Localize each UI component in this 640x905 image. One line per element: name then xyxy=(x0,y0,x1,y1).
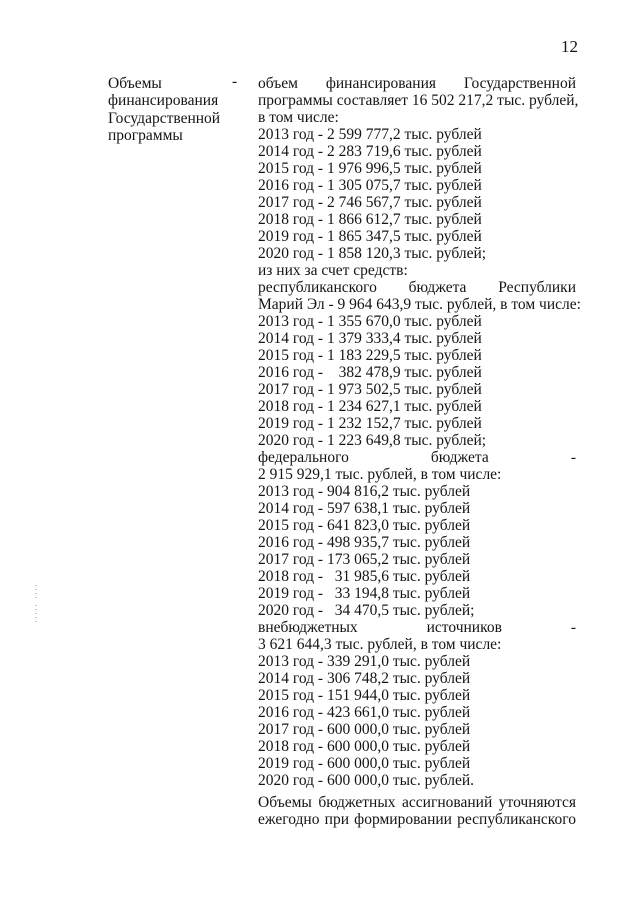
republic-year-row: 2016 год - 382 478,9 тыс. рублей xyxy=(258,364,482,381)
section-label-line: Объемы xyxy=(108,75,162,92)
extrabudget-heading-word: внебюджетных xyxy=(258,619,358,636)
total-year-row: 2016 год - 1 305 075,7 тыс. рублей xyxy=(258,177,482,194)
section-label-line: программы xyxy=(108,126,183,144)
extrabudget-year-row: 2013 год - 339 291,0 тыс. рублей xyxy=(258,653,471,670)
page-number: 12 xyxy=(561,37,578,56)
total-year-row: 2013 год - 2 599 777,2 тыс. рублей xyxy=(258,126,482,143)
federal-heading-word: - xyxy=(570,449,576,466)
intro-line: программы составляет 16 502 217,2 тыс. рублей, xyxy=(258,92,579,109)
closing-line: ежегодно при формировании республиканского xyxy=(258,811,576,828)
section-label-line: Государственной xyxy=(108,109,221,127)
intro-line xyxy=(258,75,576,92)
federal-year-row: 2019 год - 33 194,8 тыс. рублей xyxy=(258,585,471,602)
federal-heading xyxy=(258,449,576,466)
intro-word: финансирования xyxy=(325,75,437,92)
total-years-list xyxy=(258,126,576,262)
closing-line: Объемы бюджетных ассигнований уточняются xyxy=(258,794,576,811)
federal-heading-word: бюджета xyxy=(430,449,489,466)
republic-year-row: 2015 год - 1 183 229,5 тыс. рублей xyxy=(258,347,482,364)
of-them-line: из них за счет средств: xyxy=(258,262,408,279)
section-label xyxy=(108,75,233,144)
republic-year-row: 2018 год - 1 234 627,1 тыс. рублей xyxy=(258,398,482,415)
republic-year-row: 2020 год - 1 223 649,8 тыс. рублей; xyxy=(258,432,487,449)
federal-year-row: 2018 год - 31 985,6 тыс. рублей xyxy=(258,568,471,585)
extrabudget-heading-word: - xyxy=(570,619,576,636)
extrabudget-year-row: 2019 год - 600 000,0 тыс. рублей xyxy=(258,755,471,772)
republic-year-row: 2019 год - 1 232 152,7 тыс. рублей xyxy=(258,415,482,432)
federal-year-row: 2013 год - 904 816,2 тыс. рублей xyxy=(258,483,471,500)
extrabudget-year-row: 2015 год - 151 944,0 тыс. рублей xyxy=(258,687,471,704)
total-year-row: 2019 год - 1 865 347,5 тыс. рублей xyxy=(258,228,482,245)
republic-heading-word: Республики xyxy=(498,279,576,296)
federal-year-row: 2020 год - 34 470,5 тыс. рублей; xyxy=(258,602,475,619)
total-year-row: 2015 год - 1 976 996,5 тыс. рублей xyxy=(258,160,482,177)
closing-paragraph xyxy=(258,794,576,828)
federal-year-row: 2015 год - 641 823,0 тыс. рублей xyxy=(258,517,471,534)
republic-year-row: 2014 год - 1 379 333,4 тыс. рублей xyxy=(258,330,482,347)
intro-line: в том числе: xyxy=(258,109,339,126)
republic-year-row: 2013 год - 1 355 670,0 тыс. рублей xyxy=(258,313,482,330)
federal-year-row: 2017 год - 173 065,2 тыс. рублей xyxy=(258,551,471,568)
republic-heading-word: бюджета xyxy=(408,279,467,296)
total-year-row: 2014 год - 2 283 719,6 тыс. рублей xyxy=(258,143,482,160)
republic-heading xyxy=(258,279,576,296)
extrabudget-total: 3 621 644,3 тыс. рублей, в том числе: xyxy=(258,636,502,653)
margin-scan-marks xyxy=(33,585,39,625)
total-year-row: 2017 год - 2 746 567,7 тыс. рублей xyxy=(258,194,482,211)
extrabudget-year-row: 2017 год - 600 000,0 тыс. рублей xyxy=(258,721,471,738)
extrabudget-year-row: 2014 год - 306 748,2 тыс. рублей xyxy=(258,670,471,687)
federal-year-row: 2014 год - 597 638,1 тыс. рублей xyxy=(258,500,471,517)
republic-years-list xyxy=(258,313,576,449)
extrabudget-heading-word: источников xyxy=(426,619,502,636)
total-year-row: 2020 год - 1 858 120,3 тыс. рублей; xyxy=(258,245,487,262)
financing-details xyxy=(258,75,581,828)
label-dash: - xyxy=(232,73,238,90)
total-year-row: 2018 год - 1 866 612,7 тыс. рублей xyxy=(258,211,482,228)
extrabudget-year-row: 2018 год - 600 000,0 тыс. рублей xyxy=(258,738,471,755)
republic-total: Марий Эл - 9 964 643,9 тыс. рублей, в том числе: xyxy=(258,296,581,313)
federal-heading-word: федерального xyxy=(258,449,349,466)
republic-year-row: 2017 год - 1 973 502,5 тыс. рублей xyxy=(258,381,482,398)
federal-year-row: 2016 год - 498 935,7 тыс. рублей xyxy=(258,534,471,551)
section-label-line: финансирования xyxy=(108,92,219,110)
intro-word: Государственной xyxy=(463,75,576,92)
extrabudget-year-row: 2020 год - 600 000,0 тыс. рублей. xyxy=(258,772,475,789)
federal-years-list xyxy=(258,483,576,619)
intro-word: объем xyxy=(258,75,298,92)
extrabudget-years-list xyxy=(258,653,576,789)
extrabudget-year-row: 2016 год - 423 661,0 тыс. рублей xyxy=(258,704,471,721)
federal-total: 2 915 929,1 тыс. рублей, в том числе: xyxy=(258,466,502,483)
extrabudget-heading xyxy=(258,619,576,636)
republic-heading-word: республиканского xyxy=(258,279,377,296)
